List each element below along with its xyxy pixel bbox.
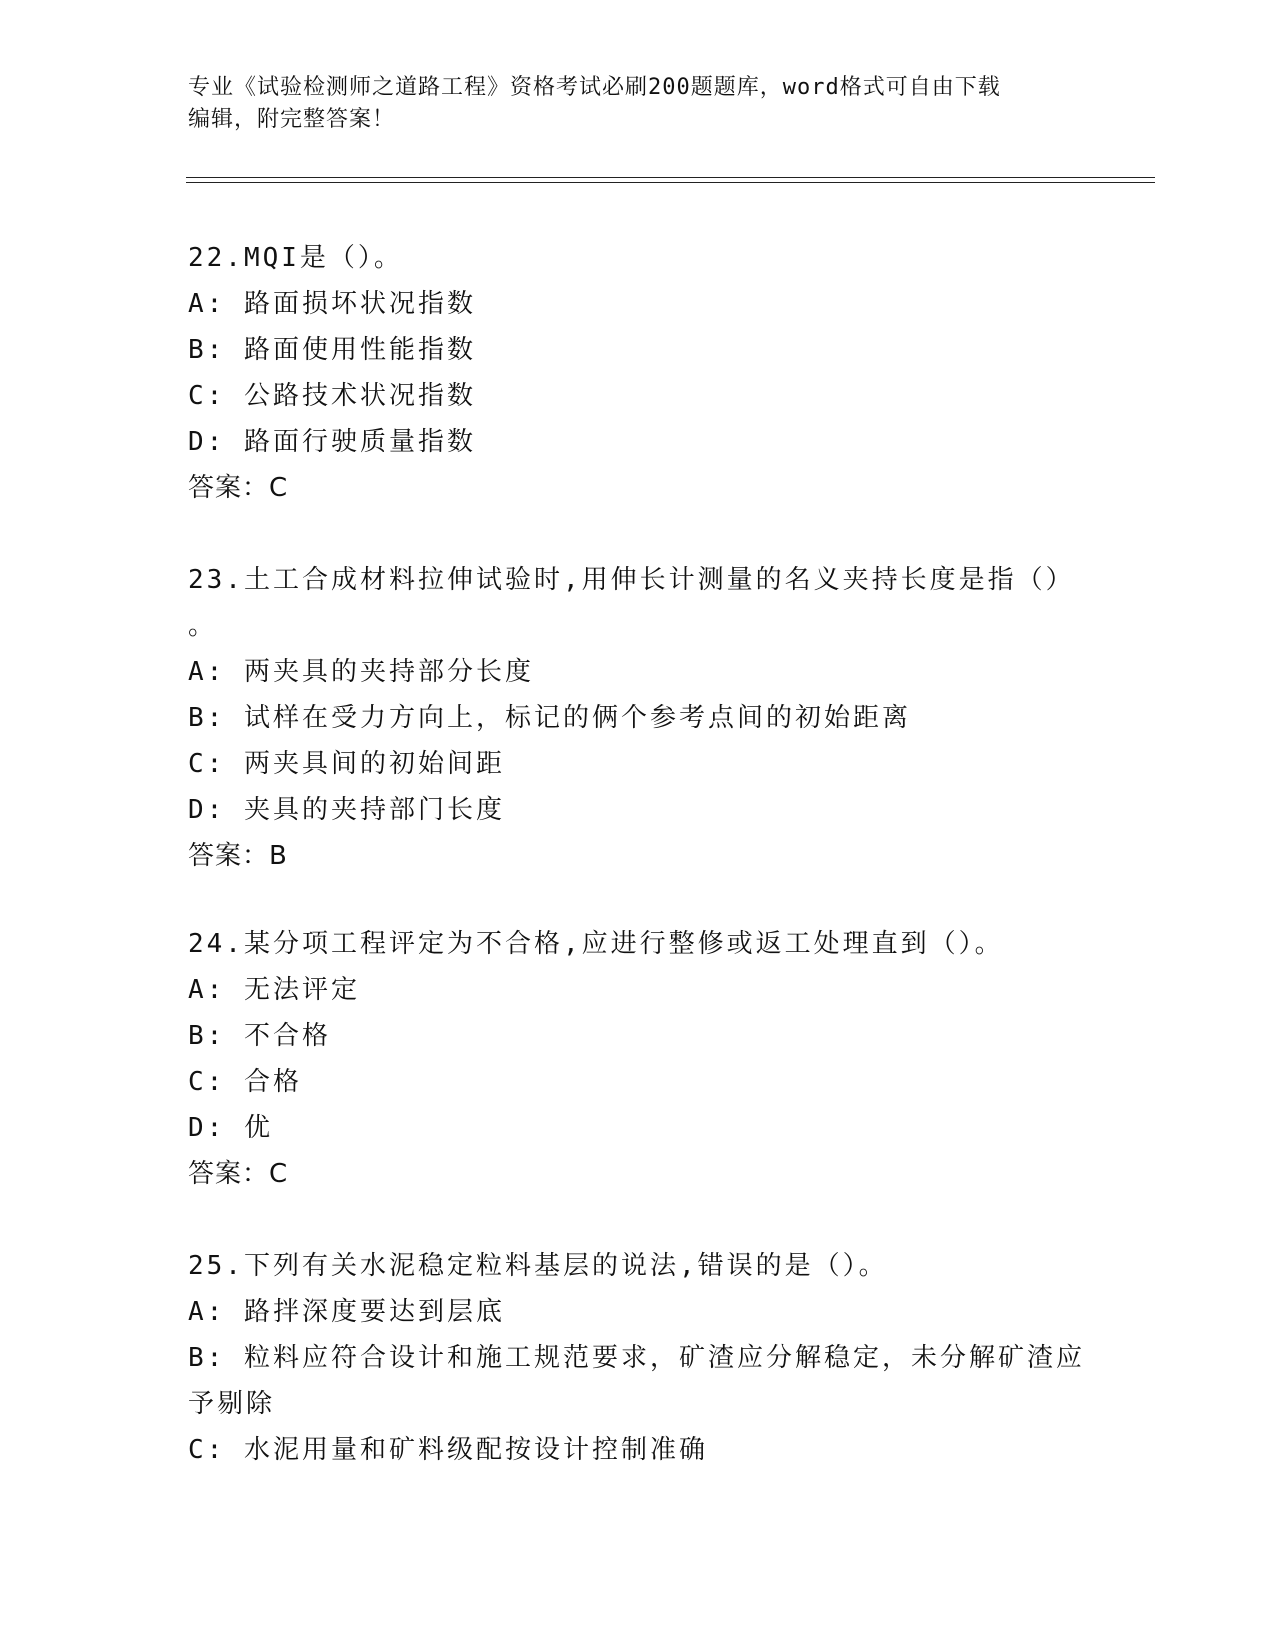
option-a: A: 无法评定 [188, 975, 360, 1005]
option-b: B: 不合格 [188, 1021, 331, 1051]
answer: 答案：C [188, 473, 289, 503]
question-25 [188, 1243, 1088, 1473]
option-b-continuation: 予剔除 [188, 1389, 276, 1419]
question-stem-continuation: 。 [188, 611, 218, 641]
option-d: D: 路面行驶质量指数 [188, 427, 476, 457]
header-divider-bottom [186, 182, 1155, 183]
document-header [188, 72, 1068, 136]
question-stem: 24.某分项工程评定为不合格,应进行整修或返工处理直到（）。 [188, 929, 1004, 959]
option-b: B: 路面使用性能指数 [188, 335, 476, 365]
header-line-1: 专业《试验检测师之道路工程》资格考试必刷200题题库，word格式可自由下载 [188, 75, 1001, 100]
answer: 答案：C [188, 1159, 289, 1189]
question-24 [188, 921, 1088, 1197]
answer: 答案：B [188, 841, 288, 871]
option-a: A: 路拌深度要达到层底 [188, 1297, 505, 1327]
option-b: B: 粒料应符合设计和施工规范要求，矿渣应分解稳定，未分解矿渣应 [188, 1343, 1085, 1373]
question-stem: 22.MQI是（）。 [188, 243, 403, 273]
question-22 [188, 235, 1088, 511]
option-a: A: 两夹具的夹持部分长度 [188, 657, 534, 687]
header-line-2: 编辑，附完整答案！ [188, 107, 396, 132]
option-c: C: 合格 [188, 1067, 302, 1097]
option-c: C: 两夹具间的初始间距 [188, 749, 505, 779]
question-23 [188, 557, 1088, 879]
option-d: D: 优 [188, 1113, 273, 1143]
option-a: A: 路面损坏状况指数 [188, 289, 476, 319]
question-stem: 23.土工合成材料拉伸试验时,用伸长计测量的名义夹持长度是指（） [188, 565, 1075, 595]
option-c: C: 水泥用量和矿料级配按设计控制准确 [188, 1435, 708, 1465]
question-stem: 25.下列有关水泥稳定粒料基层的说法,错误的是（）。 [188, 1251, 888, 1281]
option-b: B: 试样在受力方向上，标记的俩个参考点间的初始距离 [188, 703, 911, 733]
header-divider-top [186, 177, 1155, 178]
option-d: D: 夹具的夹持部门长度 [188, 795, 505, 825]
option-c: C: 公路技术状况指数 [188, 381, 476, 411]
